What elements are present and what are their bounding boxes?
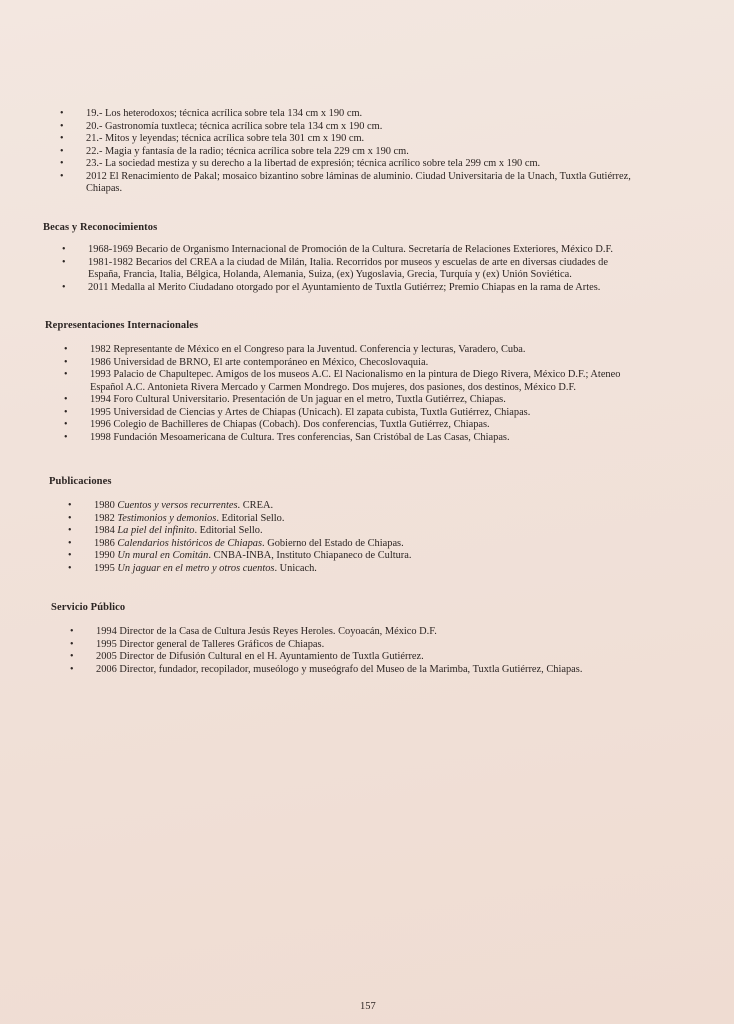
bullet-icon: • bbox=[64, 406, 68, 418]
list-item: • 1984 La piel del infinito. Editorial Sello. bbox=[68, 525, 263, 536]
list-item: • 20.- Gastronomía tuxtleca; técnica acrílica sobre tela 134 cm x 190 cm. bbox=[60, 120, 383, 132]
list-item: • 23.- La sociedad mestiza y su derecho a la libertad de expresión; técnica acrílico sobre tela 299 cm x 190 cm. bbox=[60, 158, 541, 169]
obras-section bbox=[60, 108, 720, 196]
bullet-icon: • bbox=[70, 638, 74, 650]
bullet-icon: • bbox=[60, 145, 64, 157]
list-item-continuation: Chiapas. bbox=[86, 183, 123, 194]
list-item: • 19.- Los heterodoxos; técnica acrílica sobre tela 134 cm x 190 cm. bbox=[60, 108, 363, 119]
section-heading: Servicio Público bbox=[51, 602, 126, 613]
becas-section bbox=[43, 222, 723, 233]
section-heading: Publicaciones bbox=[49, 476, 112, 487]
list-item: • 1994 Foro Cultural Universitario. Presentación de Un jaguar en el metro, Tuxtla Gutiérrez, Chiapas. bbox=[64, 394, 506, 405]
bullet-icon: • bbox=[62, 256, 66, 268]
bullet-icon: • bbox=[64, 431, 68, 443]
obras-list bbox=[60, 108, 720, 196]
representaciones-list-wrap bbox=[64, 344, 724, 444]
section-heading: Becas y Reconocimientos bbox=[43, 222, 158, 233]
servicio-list bbox=[70, 626, 720, 676]
list-item: • 1996 Colegio de Bachilleres de Chiapas (Cobach). Dos conferencias, Tuxtla Gutiérrez, Chiapas. bbox=[64, 419, 490, 430]
list-item: • 1994 Director de la Casa de Cultura Jesús Reyes Heroles. Coyoacán, México D.F. bbox=[70, 626, 437, 637]
bullet-icon: • bbox=[60, 170, 64, 182]
section-heading: Representaciones Internacionales bbox=[45, 320, 199, 331]
bullet-icon: • bbox=[64, 369, 68, 380]
bullet-icon: • bbox=[68, 525, 72, 536]
list-item: • 2006 Director, fundador, recopilador, museólogo y museógrafo del Museo de la Marimba, Tuxtla Gutiérrez, Chiapas. bbox=[70, 663, 583, 675]
bullet-icon: • bbox=[64, 419, 68, 430]
list-item: • 1980 Cuentos y versos recurrentes. CREA. bbox=[68, 500, 274, 511]
bullet-icon: • bbox=[60, 120, 64, 132]
list-item: • 22.- Magia y fantasía de la radio; técnica acrílica sobre tela 229 cm x 190 cm. bbox=[60, 145, 409, 157]
bullet-icon: • bbox=[62, 281, 66, 293]
becas-list bbox=[62, 244, 722, 294]
publicaciones-list bbox=[68, 500, 718, 575]
publicaciones-list-wrap bbox=[68, 500, 718, 575]
servicio-list-wrap bbox=[70, 626, 720, 676]
list-item: • 1982 Representante de México en el Congreso para la Juventud. Conferencia y lecturas, Varadero, Cuba. bbox=[64, 344, 526, 355]
bullet-icon: • bbox=[68, 562, 72, 574]
page-number: 157 bbox=[360, 1001, 376, 1012]
bullet-icon: • bbox=[60, 133, 64, 144]
becas-list-wrap bbox=[62, 244, 722, 294]
publicaciones-section bbox=[49, 476, 729, 487]
bullet-icon: • bbox=[70, 626, 74, 637]
bullet-icon: • bbox=[68, 500, 72, 511]
list-item: • 1982 Testimonios y demonios. Editorial Sello. bbox=[68, 512, 285, 524]
bullet-icon: • bbox=[68, 512, 72, 524]
bullet-icon: • bbox=[70, 663, 74, 675]
list-item: • 1990 Un mural en Comitán. CNBA-INBA, Instituto Chiapaneco de Cultura. bbox=[68, 550, 412, 561]
list-item: • 21.- Mitos y leyendas; técnica acrílica sobre tela 301 cm x 190 cm. bbox=[60, 133, 365, 144]
list-item: • 2005 Director de Difusión Cultural en el H. Ayuntamiento de Tuxtla Gutiérrez. bbox=[70, 651, 424, 662]
list-item: • 1998 Fundación Mesoamericana de Cultura. Tres conferencias, San Cristóbal de Las Casas, Chiapas. bbox=[64, 431, 510, 443]
bullet-icon: • bbox=[60, 158, 64, 169]
list-item: • 1986 Universidad de BRNO, El arte contemporáneo en México, Checoslovaquia. bbox=[64, 356, 429, 368]
bullet-icon: • bbox=[64, 356, 68, 368]
bullet-icon: • bbox=[68, 550, 72, 561]
list-item: • 1995 Director general de Talleres Gráficos de Chiapas. bbox=[70, 638, 325, 650]
list-item: • 1968-1969 Becario de Organismo Internacional de Promoción de la Cultura. Secretaría de Relaciones Exteriores, México D.F. bbox=[62, 244, 613, 255]
servicio-section bbox=[51, 602, 731, 613]
representaciones-section bbox=[45, 320, 725, 331]
bullet-icon: • bbox=[62, 244, 66, 255]
bullet-icon: • bbox=[64, 344, 68, 355]
list-item: • 1995 Universidad de Ciencias y Artes de Chiapas (Unicach). El zapata cubista, Tuxtla Gutiérrez, Chiapas. bbox=[64, 406, 531, 418]
list-item: • 2012 El Renacimiento de Pakal; mosaico bizantino sobre láminas de aluminio. Ciudad Universitaria de la Unach, Tuxtla Gutiérrez, bbox=[60, 170, 631, 182]
bullet-icon: • bbox=[60, 108, 64, 119]
bullet-icon: • bbox=[68, 537, 72, 549]
bullet-icon: • bbox=[64, 394, 68, 405]
list-item-continuation: Español A.C. Antonieta Rivera Mercado y Carmen Mondrego. Dos mujeres, dos pasiones, dos destinos, México D.F. bbox=[90, 381, 577, 393]
list-item: • 1981-1982 Becarios del CREA a la ciudad de Milán, Italia. Recorridos por museos y escuelas de arte en diversas ciudades de bbox=[62, 256, 608, 268]
list-item-continuation: España, Francia, Italia, Bélgica, Holanda, Alemania, Suiza, (ex) Yugoslavia, Grecia, Turquía y (ex) Unión Soviética. bbox=[88, 269, 572, 280]
list-item: • 1995 Un jaguar en el metro y otros cuentos. Unicach. bbox=[68, 562, 317, 574]
list-item: • 2011 Medalla al Merito Ciudadano otorgado por el Ayuntamiento de Tuxtla Gutiérrez; Premio Chiapas en la rama de Artes. bbox=[62, 281, 601, 293]
bullet-icon: • bbox=[70, 651, 74, 662]
representaciones-list bbox=[64, 344, 724, 444]
list-item: • 1993 Palacio de Chapultepec. Amigos de los museos A.C. El Nacionalismo en la pintura de Diego Rivera, México D.F.; Ateneo bbox=[64, 369, 621, 380]
list-item: • 1986 Calendarios históricos de Chiapas. Gobierno del Estado de Chiapas. bbox=[68, 537, 404, 549]
